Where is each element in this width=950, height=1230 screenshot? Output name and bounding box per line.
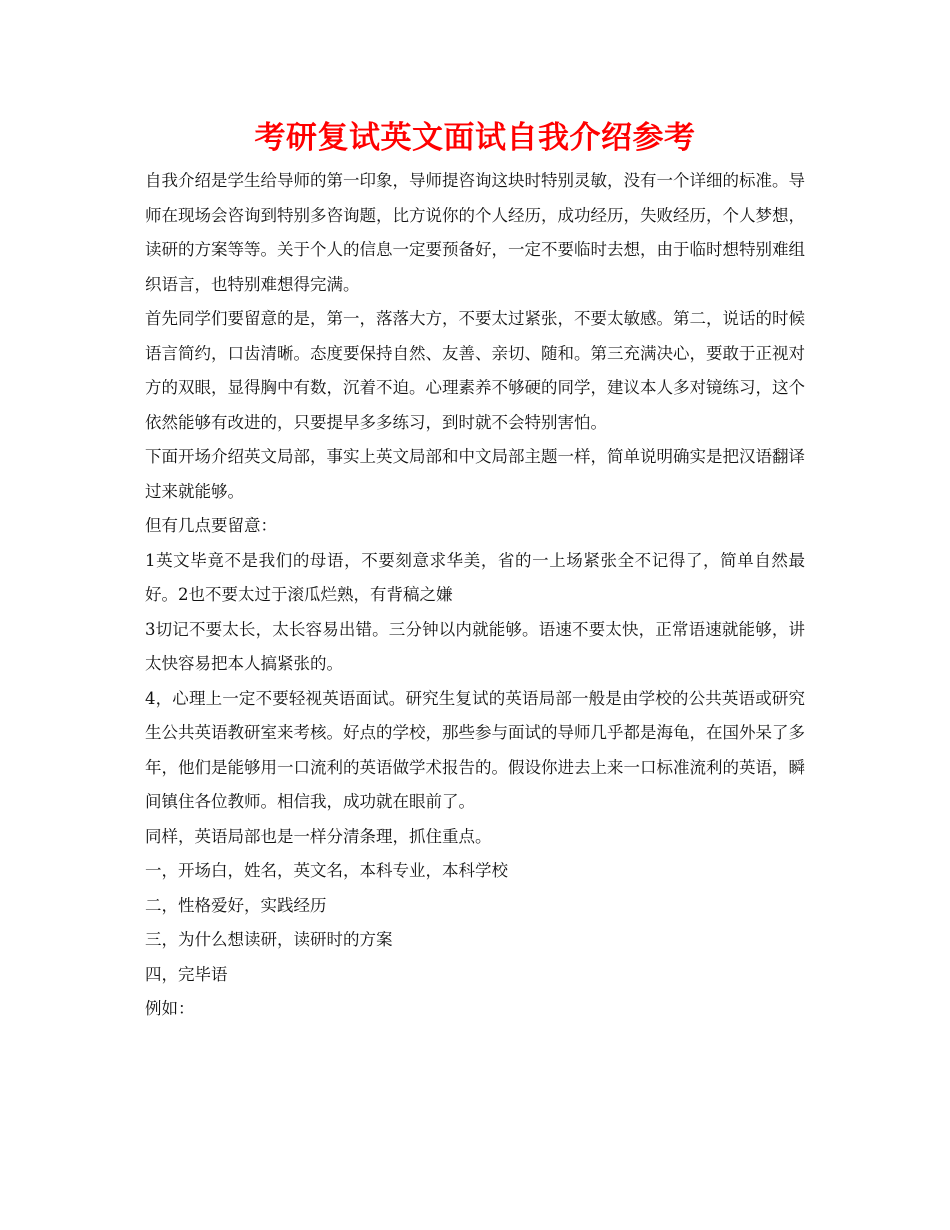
document-title: 考研复试英文面试自我介绍参考 [254,120,696,156]
paragraph-attention: 首先同学们要留意的是，第一，落落大方，不要太过紧张，不要太敏感。第二，说话的时候语言简约，口齿清晰。态度要保持自然、友善、亲切、随和。第三充满决心，要敢于正视对方的双眼，显得胸中有数，沉着不迫。心理素养不够硬的同学，建议本人多对镜练习，这个依然能够有改进的，只要提早多多练习，到时就不会特别害怕。 [145,309,805,432]
paragraph-english-part: 下面开场介绍英文局部，事实上英文局部和中文局部主题一样，简单说明确实是把汉语翻译过来就能够。 [145,447,805,501]
list-item-1: 一，开场白，姓名，英文名，本科专业，本科学校 [145,861,508,880]
document-body [145,164,805,1027]
paragraph-intro: 自我介绍是学生给导师的第一印象，导师提咨询这块时特别灵敏，没有一个详细的标准。导师在现场会咨询到特别多咨询题，比方说你的个人经历，成功经历，失败经历，个人梦想，读研的方案等等。关于个人的信息一定要预备好，一定不要临时去想，由于临时想特别难组织语言，也特别难想得完满。 [145,171,805,294]
paragraph-note-3: 3切记不要太长，太长容易出错。三分钟以内就能够。语速不要太快，正常语速就能够，讲太快容易把本人搞紧张的。 [145,619,805,673]
paragraph-notes-heading: 但有几点要留意： [145,516,277,535]
paragraph-note-1-2: 1英文毕竟不是我们的母语，不要刻意求华美，省的一上场紧张全不记得了，简单自然最好。2也不要太过于滚瓜烂熟，有背稿之嫌 [145,550,805,604]
paragraph-structure: 同样，英语局部也是一样分清条理，抓住重点。 [145,826,492,846]
paragraph-example: 例如： [145,999,195,1018]
list-item-3: 三，为什么想读研，读研时的方案 [145,930,393,949]
paragraph-note-4: 4，心理上一定不要轻视英语面试。研究生复试的英语局部一般是由学校的公共英语或研究生公共英语教研室来考核。好点的学校，那些参与面试的导师几乎都是海龟，在国外呆了多年，他们是能够用一口流利的英语做学术报告的。假设你进去上来一口标准流利的英语，瞬间镇住各位教师。相信我，成功就在眼前了。 [145,688,805,811]
list-item-2: 二，性格爱好，实践经历 [145,895,327,915]
list-item-4: 四，完毕语 [145,964,228,984]
